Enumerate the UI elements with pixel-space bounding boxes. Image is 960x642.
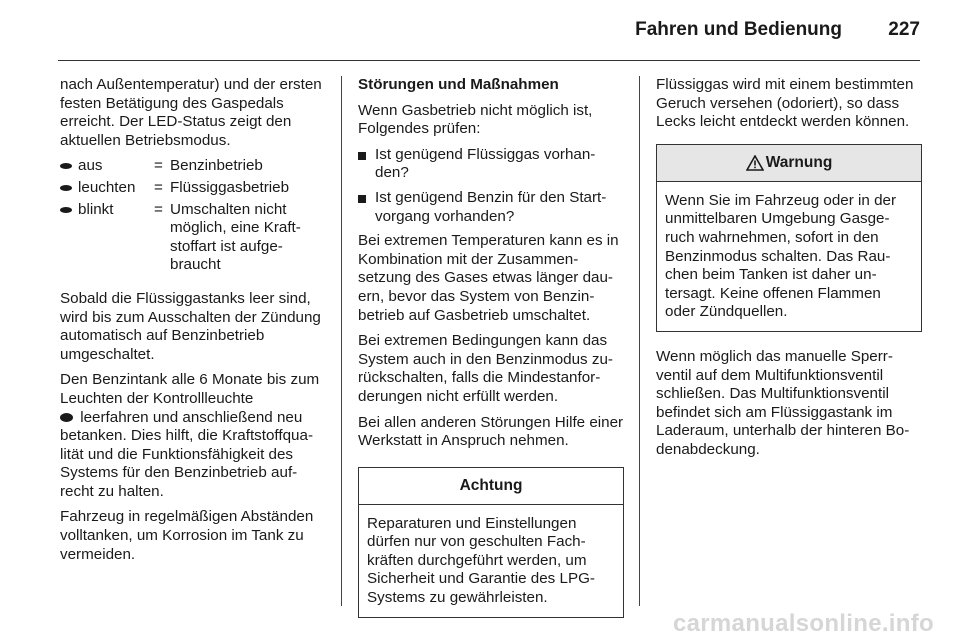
warning-box (656, 144, 922, 332)
col2-paragraph-4: Bei allen anderen Störungen Hilfe einer Werkstatt in Anspruch nehmen. (358, 413, 624, 450)
led-eq: = (154, 178, 163, 196)
bullet-icon (358, 195, 366, 203)
column-divider-2 (639, 76, 640, 606)
led-status-table (60, 157, 324, 278)
fuel-indicator-icon (60, 413, 73, 422)
led-eq: = (154, 200, 163, 218)
col1-paragraph-2: Sobald die Flüssiggastanks leer sind, wird bis zum Ausschalten der Zündung automatisch auf Benzinbetrieb umgeschaltet. (60, 289, 321, 363)
col2-intro: Wenn Gasbetrieb nicht möglich ist, Folgendes prüfen: (358, 101, 593, 138)
led-eq: = (154, 157, 163, 175)
list-item (358, 189, 624, 226)
notice-body: Reparaturen und Einstellungen dürfen nur von geschulten Fachkräften durchgeführt werden, um Sicherheit und Garantie des LPG-Systems zu gewährleisten. (367, 514, 595, 607)
led-meaning: Flüssiggasbetrieb (170, 178, 290, 196)
led-row-on (60, 179, 324, 201)
led-row-off (60, 157, 324, 179)
notice-box (358, 467, 624, 618)
para3-after: leerfahren und anschließend neu betanken. Dies hilft, die Kraftstoffqualität und die Funktionsfähigkeit des Systems für den Benzinbetrieb aufrecht zu halten. (60, 408, 313, 500)
col3-paragraph-1: Flüssiggas wird mit einem bestimmten Geruch versehen (odoriert), so dass Lecks leicht entdeckt werden können. (656, 76, 914, 131)
col2-paragraph-3: Bei extremen Bedingungen kann das System auch in den Benzinmodus zurückschalten, falls die Mindestanforderungen nicht erfüllt werden. (358, 332, 613, 405)
led-icon (60, 185, 72, 191)
led-state: aus (78, 157, 103, 175)
column-2 (358, 76, 624, 634)
warning-body: Wenn Sie im Fahrzeug oder in der unmittelbaren Umgebung Gasgeruch wahrnehmen, sofort in den Benzinmodus schalten. Das Rauchen beim Tanken ist daher untersagt. Keine offenen Flammen oder Zündquellen. (665, 191, 897, 321)
column-1 (60, 76, 324, 571)
led-state: leuchten (78, 178, 136, 196)
list-item-text: Ist genügend Flüssiggas vorhanden? (375, 145, 596, 182)
para3-before: Den Benzintank alle 6 Monate bis zum Leuchten der Kontrollleuchte (60, 371, 320, 407)
col3-paragraph-2: Wenn möglich das manuelle Sperrventil auf dem Multifunktionsventil schließen. Das Multifunktionsventil befindet sich am Flüssiggastank im Laderaum, unterhalb der hinteren Bodenabdeckung. (656, 347, 910, 458)
led-meaning: Benzinbetrieb (170, 157, 263, 175)
page-title: Fahren und Bedienung (635, 19, 842, 40)
led-icon (60, 163, 72, 169)
page-number: 227 (888, 19, 920, 40)
led-row-blink (60, 201, 324, 278)
page-header (58, 16, 920, 61)
col1-intro: nach Außentemperatur) und der ersten festen Betätigung des Gaspedals erreicht. Der LED-Status zeigt den aktuellen Betriebsmodus. (60, 76, 322, 149)
column-3 (656, 76, 922, 467)
notice-title: Achtung (359, 468, 623, 505)
list-item-text: Ist genügend Benzin für den Startvorgang vorhanden? (375, 188, 607, 225)
col1-paragraph-3 (60, 371, 324, 501)
section-heading: Störungen und Maßnahmen (358, 76, 559, 93)
bullet-icon (358, 152, 366, 160)
led-icon (60, 207, 72, 213)
col2-paragraph-2: Bei extremen Temperaturen kann es in Kombination mit der Zusammensetzung des Gases etwas länger dauern, bevor das System von Benzinbetrieb auf Gasbetrieb umschaltet. (358, 232, 619, 324)
led-meaning: Umschalten nicht möglich, eine Kraftstoffart ist aufgebraucht (170, 200, 301, 274)
col1-paragraph-4: Fahrzeug in regelmäßigen Abständen volltanken, um Korrosion im Tank zu vermeiden. (60, 508, 314, 563)
warning-title: Warnung (765, 153, 833, 171)
led-state: blinkt (78, 200, 114, 218)
warning-triangle-icon (746, 155, 764, 171)
watermark: carmanualsonline.info (672, 610, 934, 637)
column-divider-1 (341, 76, 342, 606)
list-item (358, 146, 624, 183)
warning-header (657, 145, 921, 182)
